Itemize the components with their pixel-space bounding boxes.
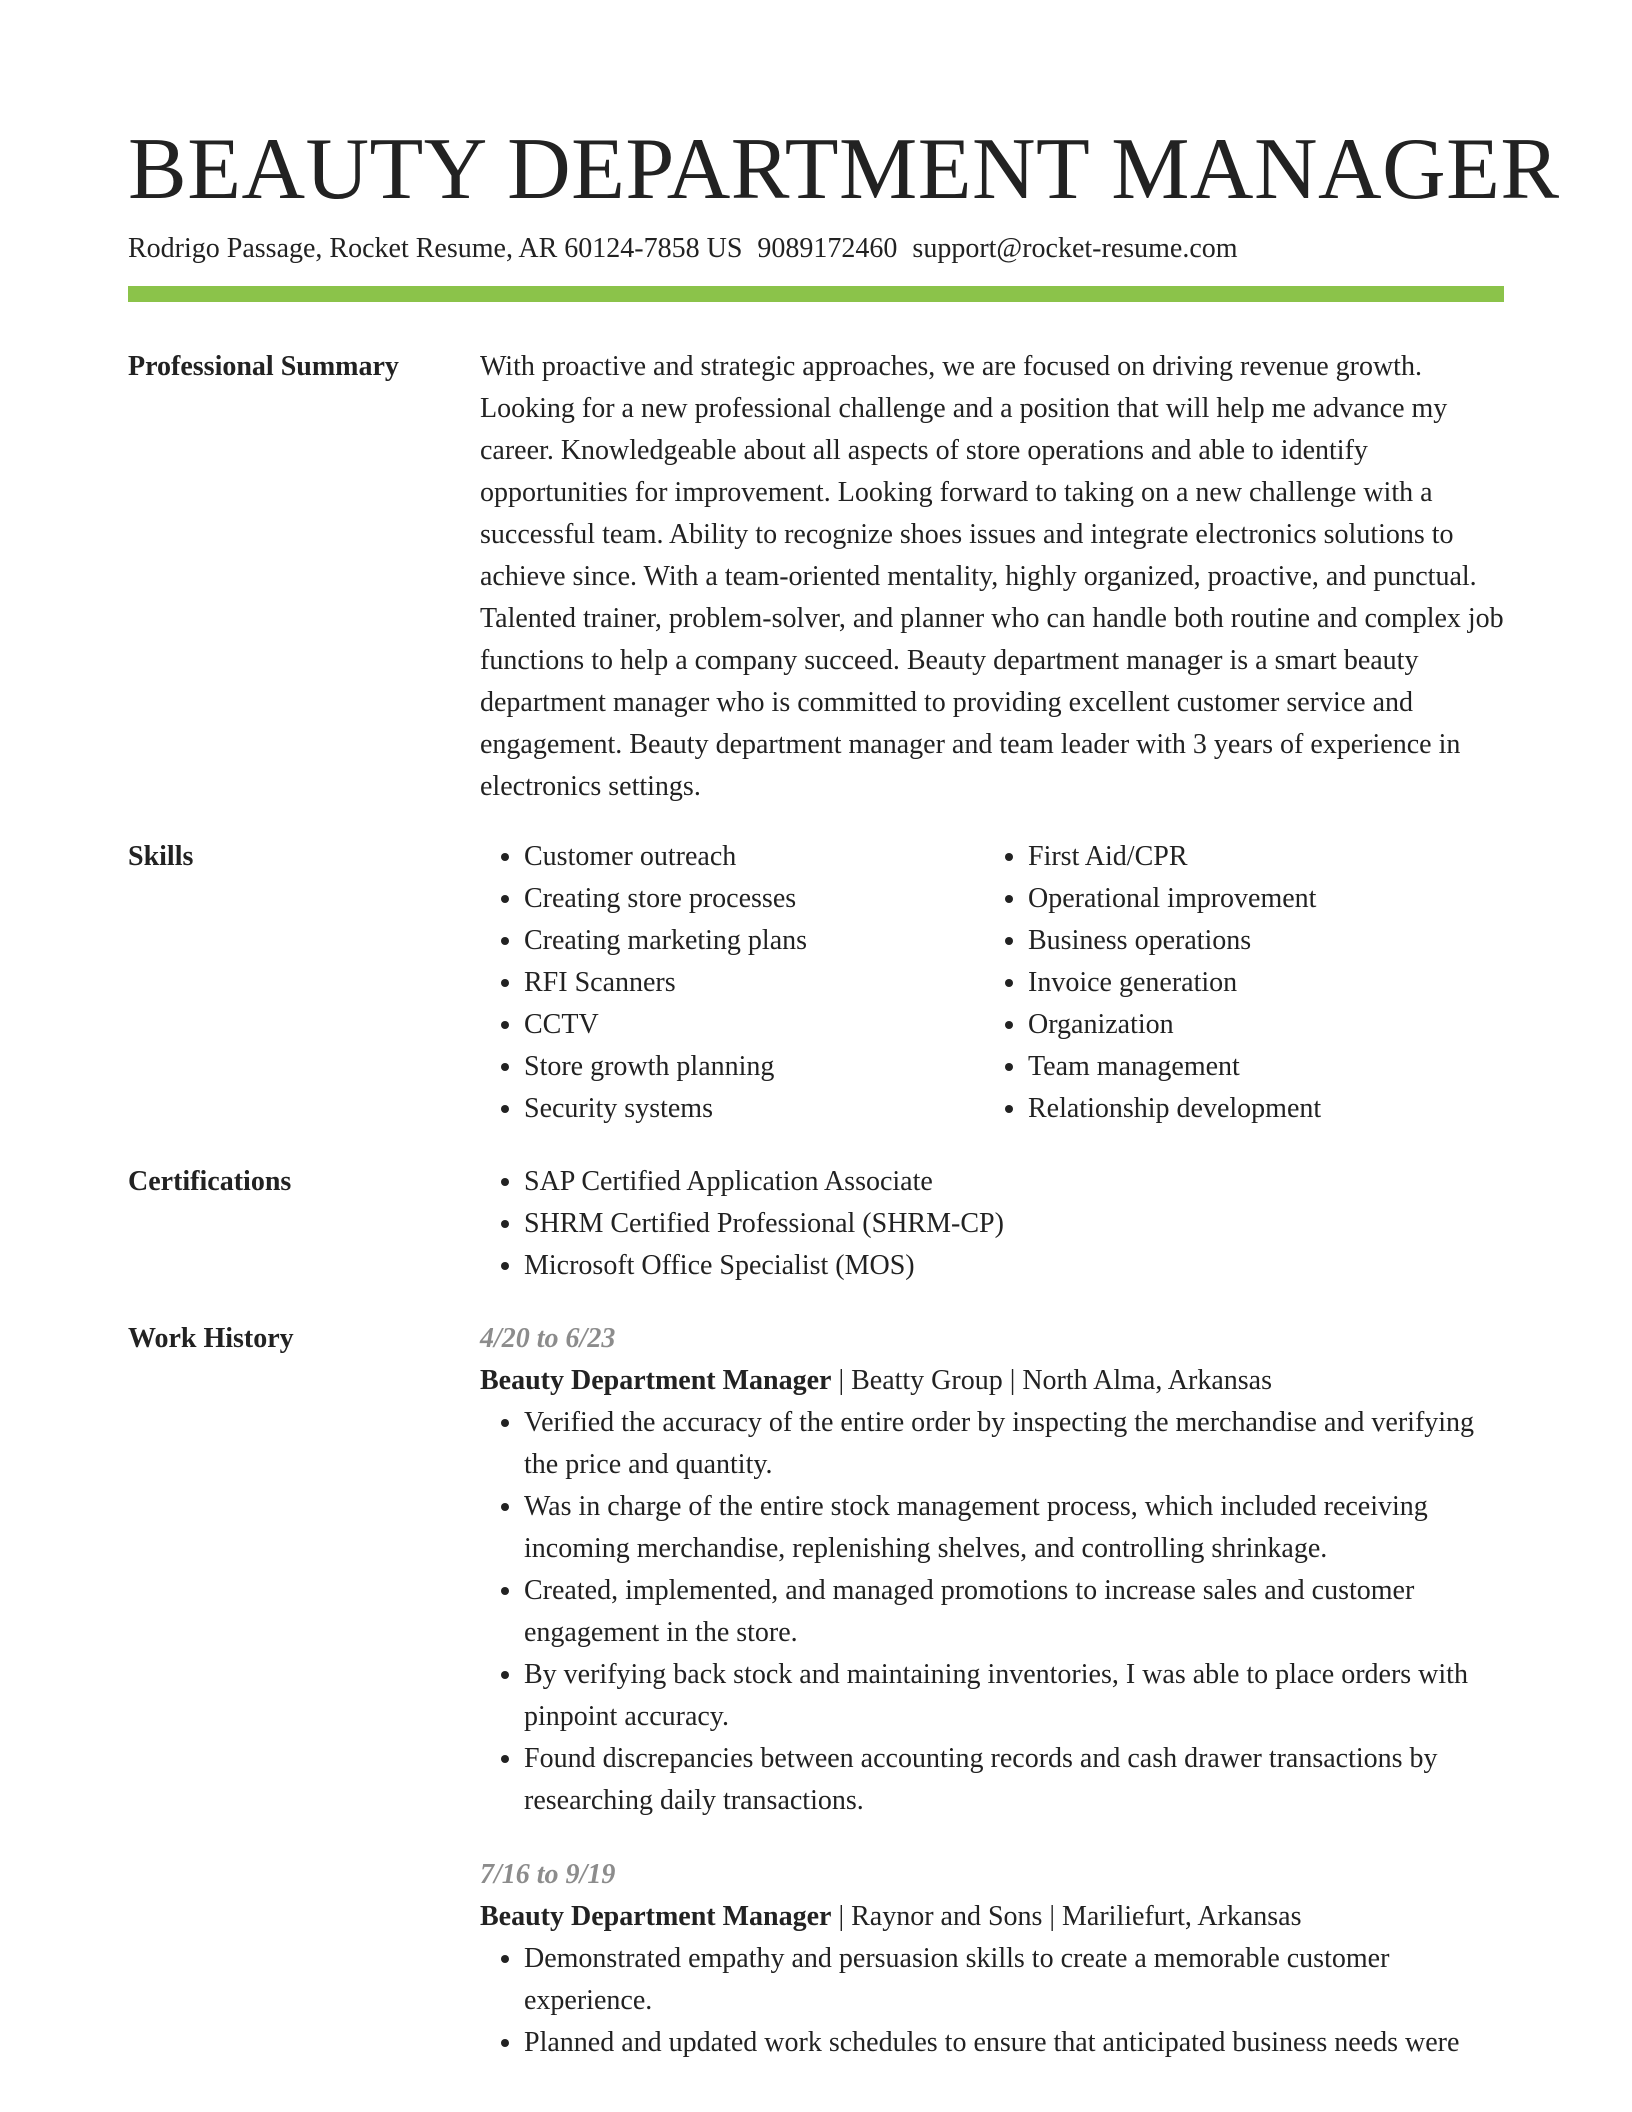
job-bullet: • Demonstrated empathy and persuasion skills to create a memorable customer experience. <box>524 1938 1504 2022</box>
certifications-body <box>480 1161 1504 1287</box>
skill-item: • RFI Scanners <box>524 962 984 1004</box>
skill-item: • Security systems <box>524 1088 984 1130</box>
job-heading <box>480 1360 1504 1402</box>
job-bullet: • Verified the accuracy of the entire order by inspecting the merchandise and verifying the price and quantity. <box>524 1402 1504 1486</box>
skills-list-2 <box>984 836 1488 1130</box>
certification-item: • SAP Certified Application Associate <box>524 1161 1504 1203</box>
skill-item: • Operational improvement <box>1028 878 1488 920</box>
skill-item: • Business operations <box>1028 920 1488 962</box>
job-bullets <box>480 1938 1504 2064</box>
resume-title: BEAUTY DEPARTMENT MANAGER <box>128 121 1560 218</box>
contact-address: Rodrigo Passage, Rocket Resume, AR 60124-7858 US <box>128 233 750 264</box>
skill-item: • Team management <box>1028 1046 1488 1088</box>
summary-body <box>480 346 1504 808</box>
contact-phone: 9089172460 <box>757 233 905 264</box>
skill-item: • First Aid/CPR <box>1028 836 1488 878</box>
job-bullets <box>480 1402 1504 1822</box>
skill-item: • Creating store processes <box>524 878 984 920</box>
job-bullet: • By verifying back stock and maintaining inventories, I was able to place orders with pinpoint accuracy. <box>524 1654 1504 1738</box>
skill-item: • Invoice generation <box>1028 962 1488 1004</box>
summary-text: With proactive and strategic approaches, we are focused on driving revenue growth. Looking for a new professional challenge and a position that will help me advance my career. Knowledgeable about all aspects of store operations and able to identify opportunities for improvement. Looking forward to taking on a new challenge with a successful team. Ability to recognize shoes issues and integrate electronics solutions to achieve since. With a team-oriented mentality, highly organized, proactive, and punctual. Talented trainer, problem-solver, and planner who can handle both routine and complex job functions to help a company succeed. Beauty department manager is a smart beauty department manager who is committed to providing excellent customer service and engagement. Beauty department manager and team leader with 3 years of experience in electronics settings. <box>480 351 1504 802</box>
section-label-certifications: Certifications <box>128 1166 292 1197</box>
job-entry <box>480 1318 1504 1822</box>
skill-item: • CCTV <box>524 1004 984 1046</box>
certification-item: • SHRM Certified Professional (SHRM-CP) <box>524 1203 1504 1245</box>
skill-item: • Creating marketing plans <box>524 920 984 962</box>
job-bullet: • Was in charge of the entire stock management process, which included receiving incoming merchandise, replenishing shelves, and controlling shrinkage. <box>524 1486 1504 1570</box>
job-title: Beauty Department Manager <box>480 1901 832 1932</box>
section-label-skills: Skills <box>128 841 194 872</box>
skills-column-1 <box>480 836 984 1130</box>
job-entry <box>480 1854 1504 2064</box>
certifications-list <box>480 1161 1504 1287</box>
certification-item: • Microsoft Office Specialist (MOS) <box>524 1245 1504 1287</box>
job-company-location: | Raynor and Sons | Mariliefurt, Arkansas <box>831 1901 1302 1932</box>
job-bullet: • Found discrepancies between accounting records and cash drawer transactions by researching daily transactions. <box>524 1738 1504 1822</box>
skills-list-1 <box>480 836 984 1130</box>
skill-item: • Organization <box>1028 1004 1488 1046</box>
header-accent-rule <box>128 286 1504 302</box>
job-heading <box>480 1896 1504 1938</box>
skill-item: • Store growth planning <box>524 1046 984 1088</box>
job-dates: 7/16 to 9/19 <box>480 1859 616 1890</box>
job-dates: 4/20 to 6/23 <box>480 1323 616 1354</box>
skill-item: • Customer outreach <box>524 836 984 878</box>
job-bullet: • Created, implemented, and managed promotions to increase sales and customer engagement in the store. <box>524 1570 1504 1654</box>
skill-item: • Relationship development <box>1028 1088 1488 1130</box>
skills-column-2 <box>984 836 1488 1130</box>
job-bullet: • Planned and updated work schedules to ensure that anticipated business needs were <box>524 2022 1504 2064</box>
job-company-location: | Beatty Group | North Alma, Arkansas <box>831 1365 1272 1396</box>
section-label-work-history: Work History <box>128 1323 294 1354</box>
contact-email: support@rocket-resume.com <box>912 233 1238 264</box>
work-history-body <box>480 1318 1504 2096</box>
section-label-summary: Professional Summary <box>128 351 399 382</box>
job-title: Beauty Department Manager <box>480 1365 832 1396</box>
contact-line <box>128 231 1238 267</box>
